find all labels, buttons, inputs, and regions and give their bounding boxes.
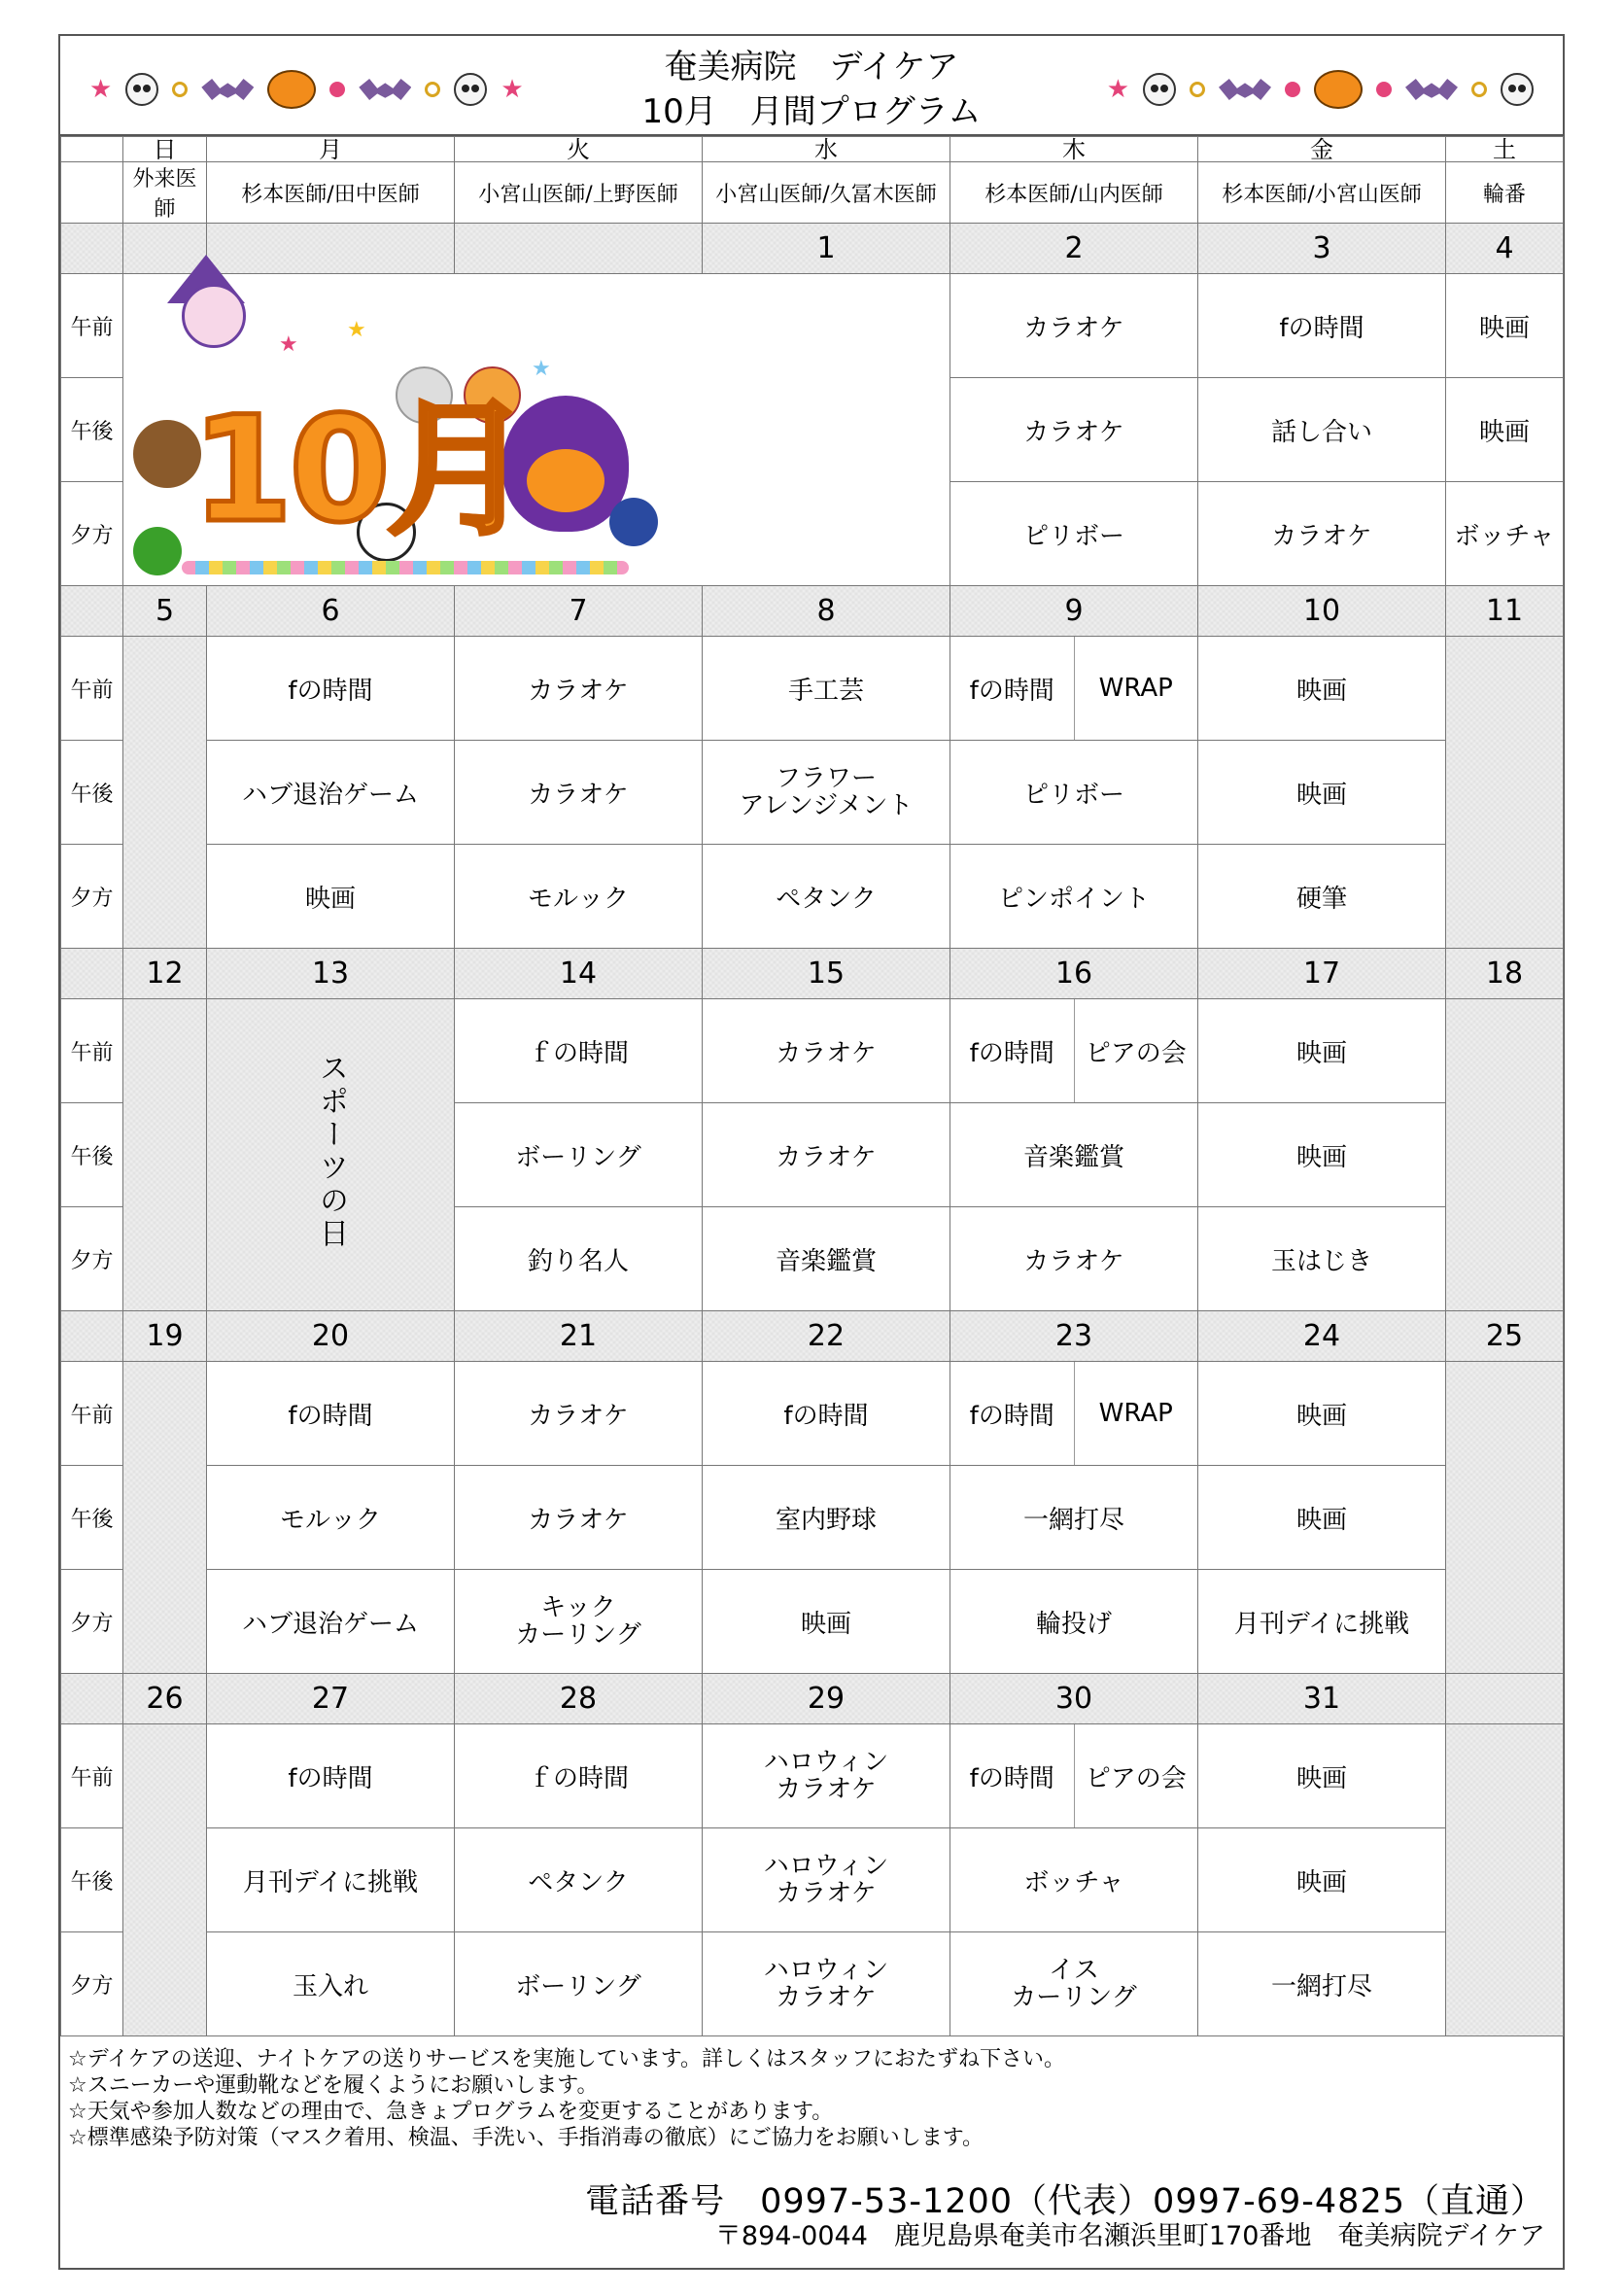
date-cell: 27 (207, 1674, 455, 1724)
star-icon: ★ (532, 357, 551, 381)
activity-cell: カラオケ (950, 1207, 1198, 1311)
note-line: ☆デイケアの送迎、ナイトケアの送りサービスを実施しています。詳しくはスタッフにおたずね下さい。 (68, 2047, 1066, 2071)
time-slot-row (61, 1828, 1564, 1932)
activity-cell: ハロウィン カラオケ (703, 1724, 950, 1828)
period-label: 午前 (61, 274, 123, 378)
date-cell: 9 (950, 586, 1198, 637)
date-cell: 15 (703, 949, 950, 999)
date-cell: 5 (123, 586, 207, 637)
candy-icon (1376, 82, 1392, 97)
activity-cell: モルック (207, 1466, 455, 1570)
week-date-row (61, 586, 1564, 637)
date-cell: 7 (455, 586, 703, 637)
activity-cell: モルック (455, 845, 703, 949)
date-cell: 19 (123, 1311, 207, 1362)
activity-cell: 映画 (1198, 1466, 1446, 1570)
period-label: 午後 (61, 378, 123, 482)
activity-cell: ボーリング (455, 1103, 703, 1207)
date-cell: 18 (1446, 949, 1564, 999)
pumpkin-icon (1314, 70, 1363, 109)
time-slot-row (61, 637, 1564, 741)
date-cell: 11 (1446, 586, 1564, 637)
candy-row-icon (182, 561, 629, 574)
week-date-row (61, 1311, 1564, 1362)
date-cell: 2 (950, 224, 1198, 274)
doctor-cell: 杉本医師/小宮山医師 (1198, 162, 1446, 224)
activity-cell: 音楽鑑賞 (950, 1103, 1198, 1207)
activity-cell (950, 1724, 1198, 1828)
activity-cell: ボッチャ (1446, 482, 1564, 586)
lollipop-icon (1471, 82, 1487, 97)
date-cell: 24 (1198, 1311, 1446, 1362)
split-activity (950, 637, 1197, 740)
page-title: 奄美病院 デイケア (664, 48, 959, 87)
activity-cell: fの時間 (207, 1362, 455, 1466)
calendar-sheet (58, 34, 1565, 2270)
activity-cell: fの時間 (207, 1724, 455, 1828)
period-label: 夕方 (61, 845, 123, 949)
pumpkin-icon (527, 449, 604, 512)
activity-label: fの時間 (950, 1724, 1075, 1827)
saturday-cell (1446, 1724, 1564, 2036)
date-row-label (61, 1674, 123, 1724)
activity-label: ピアの会 (1085, 1763, 1187, 1793)
day-name-5: 金 (1198, 137, 1446, 162)
header (60, 36, 1563, 136)
time-slot-row (61, 1362, 1564, 1466)
day-name-3: 水 (703, 137, 950, 162)
activity-cell: fの時間 (1198, 274, 1446, 378)
activity-cell: 手工芸 (703, 637, 950, 741)
activity-cell: 映画 (1446, 274, 1564, 378)
period-label: 午後 (61, 741, 123, 845)
activity-cell: 映画 (1198, 637, 1446, 741)
activity-cell: カラオケ (455, 637, 703, 741)
date-cell: 30 (950, 1674, 1198, 1724)
activity-label: ピアの会 (1085, 1038, 1187, 1068)
activity-cell: 一網打尽 (1198, 1932, 1446, 2036)
activity-cell: ボッチャ (950, 1828, 1198, 1932)
activity-cell: カラオケ (950, 274, 1198, 378)
saturday-cell (1446, 1362, 1564, 1674)
activity-label: WRAP (1098, 674, 1173, 703)
note-line: ☆天気や参加人数などの理由で、急きょプログラムを変更することがあります。 (68, 2100, 834, 2124)
week-date-row (61, 224, 1564, 274)
split-activity (950, 1362, 1197, 1465)
doctor-cell: 小宮山医師/久冨木医師 (703, 162, 950, 224)
activity-cell: カラオケ (455, 1362, 703, 1466)
date-row-label (61, 586, 123, 637)
activity-label: fの時間 (950, 637, 1075, 740)
banner-illustration (123, 274, 950, 585)
phone-number: 電話番号 0997-53-1200（代表）0997-69-4825（直通） (585, 2182, 1545, 2221)
period-label: 午前 (61, 637, 123, 741)
activity-cell: 映画 (703, 1570, 950, 1674)
sunday-cell (123, 1724, 207, 2036)
activity-cell: 硬筆 (1198, 845, 1446, 949)
date-cell: 29 (703, 1674, 950, 1724)
skull-icon (1501, 73, 1534, 106)
activity-label: fの時間 (950, 1362, 1075, 1465)
doctor-cell: 外来医師 (123, 162, 207, 224)
activity-cell: 映画 (1198, 1724, 1446, 1828)
activity-cell: 輪投げ (950, 1570, 1198, 1674)
period-label: 夕方 (61, 1207, 123, 1311)
period-label: 午後 (61, 1103, 123, 1207)
day-name-row (61, 137, 1564, 162)
period-label: 午前 (61, 1724, 123, 1828)
time-slot-row (61, 1932, 1564, 2036)
date-cell: 25 (1446, 1311, 1564, 1362)
activity-cell: 一網打尽 (950, 1466, 1198, 1570)
date-cell: 31 (1198, 1674, 1446, 1724)
saturday-cell (1446, 999, 1564, 1311)
date-cell: 12 (123, 949, 207, 999)
activity-cell: カラオケ (703, 1103, 950, 1207)
candy-icon (1285, 82, 1300, 97)
date-row-label (61, 949, 123, 999)
date-cell: 13 (207, 949, 455, 999)
activity-cell: キック カーリング (455, 1570, 703, 1674)
week-date-row (61, 949, 1564, 999)
bat-icon (1219, 79, 1271, 100)
date-cell: 23 (950, 1311, 1198, 1362)
lollipop-icon (1190, 82, 1205, 97)
activity-cell: 映画 (1198, 1828, 1446, 1932)
program-calendar (60, 136, 1564, 2036)
activity-cell: ペタンク (703, 845, 950, 949)
activity-cell: fの時間 (703, 1362, 950, 1466)
time-slot-row (61, 1466, 1564, 1570)
day-name-4: 木 (950, 137, 1198, 162)
activity-cell: カラオケ (455, 1466, 703, 1570)
date-cell: 6 (207, 586, 455, 637)
date-cell: 20 (207, 1311, 455, 1362)
star-icon: ★ (347, 318, 366, 342)
split-activity (950, 999, 1197, 1102)
date-cell: 28 (455, 1674, 703, 1724)
period-label: 午後 (61, 1828, 123, 1932)
note-line: ☆標準感染予防対策（マスク着用、検温、手洗い、手指消毒の徹底）にご協力をお願いします。 (68, 2126, 984, 2150)
activity-cell: ｆの時間 (455, 1724, 703, 1828)
activity-cell: ハロウィン カラオケ (703, 1932, 950, 2036)
time-slot-row (61, 1570, 1564, 1674)
note-line: ☆スニーカーや運動靴などを履くようにお願いします。 (68, 2073, 599, 2098)
activity-cell: カラオケ (703, 999, 950, 1103)
activity-cell: 映画 (1198, 741, 1446, 845)
notes (68, 2046, 1065, 2151)
activity-cell: ｆの時間 (455, 999, 703, 1103)
activity-cell: 映画 (1198, 999, 1446, 1103)
corner-cell (61, 162, 123, 224)
wizard-cat-icon (609, 498, 658, 546)
date-row-label (61, 224, 123, 274)
time-slot-row (61, 845, 1564, 949)
sunday-cell (123, 999, 207, 1311)
day-name-0: 日 (123, 137, 207, 162)
activity-cell: カラオケ (455, 741, 703, 845)
date-cell: 8 (703, 586, 950, 637)
sunday-cell (123, 637, 207, 949)
time-slot-row (61, 274, 1564, 378)
activity-cell: イス カーリング (950, 1932, 1198, 2036)
split-activity (950, 1724, 1197, 1827)
date-cell: 1 (703, 224, 950, 274)
activity-cell: ボーリング (455, 1932, 703, 2036)
activity-cell: ピリボー (950, 482, 1198, 586)
doctor-cell: 杉本医師/山内医師 (950, 162, 1198, 224)
date-cell: 21 (455, 1311, 703, 1362)
witch-rabbit-icon (182, 284, 246, 348)
holiday-cell (207, 999, 455, 1311)
date-cell: 26 (123, 1674, 207, 1724)
date-row-label (61, 1311, 123, 1362)
activity-cell (950, 637, 1198, 741)
page-subtitle: 10月 月間プログラム (641, 92, 982, 131)
activity-cell: カラオケ (1198, 482, 1446, 586)
star-icon: ★ (89, 75, 113, 104)
activity-cell: ペタンク (455, 1828, 703, 1932)
saturday-cell (1446, 637, 1564, 949)
time-slot-row (61, 999, 1564, 1103)
date-cell: 14 (455, 949, 703, 999)
date-cell: 22 (703, 1311, 950, 1362)
halloween-decoration-right (1107, 65, 1534, 114)
banner-month: 10月 (191, 386, 529, 555)
activity-cell: ハブ退治ゲーム (207, 741, 455, 845)
date-cell: 10 (1198, 586, 1446, 637)
activity-cell: 映画 (207, 845, 455, 949)
skull-icon (1143, 73, 1176, 106)
activity-label: fの時間 (950, 999, 1075, 1102)
date-cell: 16 (950, 949, 1198, 999)
activity-cell: ピリボー (950, 741, 1198, 845)
activity-cell: ハブ退治ゲーム (207, 1570, 455, 1674)
day-name-1: 月 (207, 137, 455, 162)
activity-label: WRAP (1098, 1399, 1173, 1428)
time-slot-row (61, 741, 1564, 845)
activity-cell (950, 1362, 1198, 1466)
day-name-2: 火 (455, 137, 703, 162)
activity-cell: フラワー アレンジメント (703, 741, 950, 845)
date-cell: 4 (1446, 224, 1564, 274)
activity-cell: 玉はじき (1198, 1207, 1446, 1311)
activity-cell: 室内野球 (703, 1466, 950, 1570)
activity-cell: ピンポイント (950, 845, 1198, 949)
doctor-cell: 輪番 (1446, 162, 1564, 224)
doctor-row (61, 162, 1564, 224)
activity-cell: fの時間 (207, 637, 455, 741)
period-label: 夕方 (61, 1932, 123, 2036)
date-cell (1446, 1674, 1564, 1724)
time-slot-row (61, 1724, 1564, 1828)
activity-cell: ハロウィン カラオケ (703, 1828, 950, 1932)
day-name-6: 土 (1446, 137, 1564, 162)
period-label: 午後 (61, 1466, 123, 1570)
address: 〒894-0044 鹿児島県奄美市名瀬浜里町170番地 奄美病院デイケア (714, 2221, 1545, 2251)
activity-cell (950, 999, 1198, 1103)
activity-cell: 玉入れ (207, 1932, 455, 2036)
activity-cell: 釣り名人 (455, 1207, 703, 1311)
bat-icon (1405, 79, 1458, 100)
halloween-banner (123, 274, 950, 586)
sunday-cell (123, 1362, 207, 1674)
activity-cell: 月刊デイに挑戦 (1198, 1570, 1446, 1674)
doctor-cell: 杉本医師/田中医師 (207, 162, 455, 224)
activity-cell: 音楽鑑賞 (703, 1207, 950, 1311)
holiday-label: スポーツの日 (314, 1052, 348, 1251)
date-cell (455, 224, 703, 274)
activity-cell: 映画 (1198, 1362, 1446, 1466)
doctor-cell: 小宮山医師/上野医師 (455, 162, 703, 224)
date-cell: 3 (1198, 224, 1446, 274)
frankenstein-icon (133, 527, 182, 575)
week-date-row (61, 1674, 1564, 1724)
corner-cell (61, 137, 123, 162)
activity-cell: 映画 (1198, 1103, 1446, 1207)
period-label: 夕方 (61, 482, 123, 586)
period-label: 夕方 (61, 1570, 123, 1674)
activity-cell: 映画 (1446, 378, 1564, 482)
star-icon: ★ (279, 332, 298, 357)
activity-cell: 話し合い (1198, 378, 1446, 482)
contact-info (585, 2182, 1545, 2252)
period-label: 午前 (61, 1362, 123, 1466)
date-cell: 17 (1198, 949, 1446, 999)
star-icon: ★ (501, 75, 524, 104)
activity-cell: 月刊デイに挑戦 (207, 1828, 455, 1932)
activity-cell: カラオケ (950, 378, 1198, 482)
period-label: 午前 (61, 999, 123, 1103)
star-icon: ★ (1106, 75, 1129, 104)
